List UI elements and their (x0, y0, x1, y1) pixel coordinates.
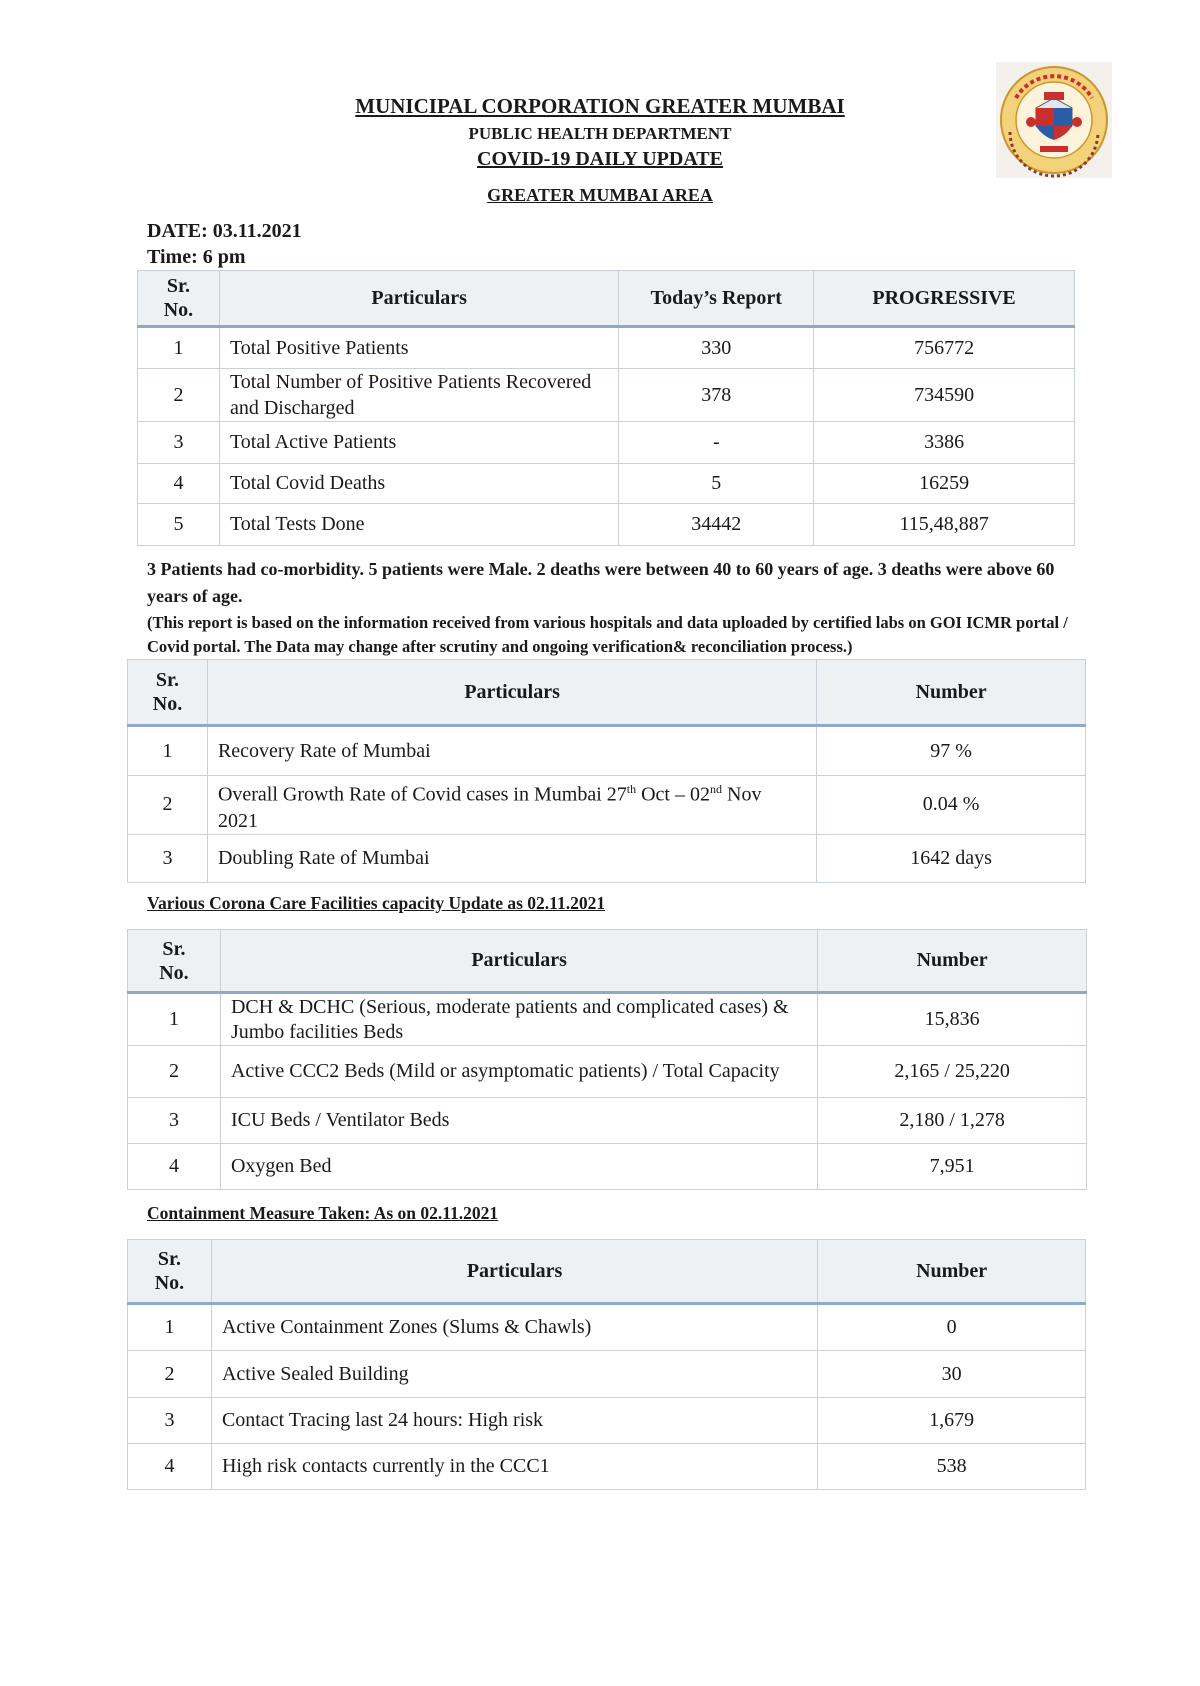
table-row (128, 1444, 1086, 1490)
sr-no: 2 (128, 776, 208, 835)
sr-no: 1 (128, 1304, 212, 1351)
table-row (128, 776, 1086, 835)
daily-summary-table (137, 270, 1075, 546)
table-row (138, 504, 1075, 546)
sr-no: 1 (128, 993, 221, 1046)
particular: DCH & DCHC (Serious, moderate patients and complicated cases) & Jumbo facilities Beds (220, 993, 817, 1046)
number-value: 2,180 / 1,278 (818, 1098, 1087, 1144)
sr-no: 5 (138, 504, 220, 546)
table-row (138, 464, 1075, 504)
particular: ICU Beds / Ventilator Beds (220, 1098, 817, 1144)
number-value: 97 % (817, 726, 1086, 776)
particulars-header: Particulars (211, 1240, 817, 1304)
particulars-header: Particulars (219, 271, 618, 327)
sr-no: 3 (128, 834, 208, 882)
table-header-row (128, 930, 1087, 993)
table-row (128, 1046, 1087, 1098)
sr-no: 4 (128, 1144, 221, 1190)
particular: Total Active Patients (219, 422, 618, 464)
number-value: 1642 days (817, 834, 1086, 882)
particular: Total Number of Positive Patients Recovered and Discharged (219, 369, 618, 422)
progressive-value: 16259 (814, 464, 1075, 504)
number-header: Number (817, 660, 1086, 726)
particular: Doubling Rate of Mumbai (207, 834, 816, 882)
today-value: 330 (619, 327, 814, 369)
report-date: DATE: 03.11.2021 (147, 220, 302, 242)
particular: Active Sealed Building (211, 1351, 817, 1398)
sr-no: 3 (128, 1098, 221, 1144)
sr-no: 3 (128, 1398, 212, 1444)
particular: Contact Tracing last 24 hours: High risk (211, 1398, 817, 1444)
particulars-header: Particulars (220, 930, 817, 993)
number-value: 30 (818, 1351, 1086, 1398)
disclaimer-note: (This report is based on the information received from various hospitals and data uploaded by certified labs on GOI ICMR portal / Covid portal. The Data may change after scrutiny and ongoing verification& reconciliation process.) (147, 613, 1068, 656)
sr-no-header: Sr. No. (128, 1240, 212, 1304)
todays-report-header: Today’s Report (619, 271, 814, 327)
particular: Overall Growth Rate of Covid cases in Mumbai 27th Oct – 02nd Nov 2021 (207, 776, 816, 835)
table-header-row (128, 660, 1086, 726)
deaths-note: 3 Patients had co-morbidity. 5 patients were Male. 2 deaths were between 40 to 60 years of age. 3 deaths were above 60 years of age. (147, 559, 1055, 606)
sr-no-header: Sr. No. (138, 271, 220, 327)
particular: High risk contacts currently in the CCC1 (211, 1444, 817, 1490)
progressive-value: 756772 (814, 327, 1075, 369)
area-title: GREATER MUMBAI AREA (487, 185, 713, 205)
sr-no: 3 (138, 422, 220, 464)
particular: Total Positive Patients (219, 327, 618, 369)
table-row (128, 1144, 1087, 1190)
today-value: 5 (619, 464, 814, 504)
sr-no: 1 (128, 726, 208, 776)
sr-no-header: Sr. No. (128, 660, 208, 726)
page-title: MUNICIPAL CORPORATION GREATER MUMBAI (355, 94, 845, 118)
number-value: 0 (818, 1304, 1086, 1351)
number-header: Number (818, 930, 1087, 993)
table-header-row (138, 271, 1075, 327)
table-row (138, 369, 1075, 422)
table-row (128, 1351, 1086, 1398)
report-time: Time: 6 pm (147, 246, 246, 268)
containment-section-title: Containment Measure Taken: As on 02.11.2021 (147, 1203, 499, 1223)
number-value: 538 (818, 1444, 1086, 1490)
rates-table (127, 659, 1086, 883)
table-row (128, 834, 1086, 882)
sr-no: 4 (128, 1444, 212, 1490)
number-value: 0.04 % (817, 776, 1086, 835)
table-row (128, 1398, 1086, 1444)
particular: Total Covid Deaths (219, 464, 618, 504)
progressive-header: PROGRESSIVE (814, 271, 1075, 327)
sr-no: 4 (138, 464, 220, 504)
table-row (128, 1304, 1086, 1351)
containment-table (127, 1239, 1086, 1490)
sr-no: 2 (128, 1046, 221, 1098)
sr-no-header: Sr. No. (128, 930, 221, 993)
department-name: PUBLIC HEALTH DEPARTMENT (468, 124, 732, 143)
sr-no: 2 (138, 369, 220, 422)
particular: Active CCC2 Beds (Mild or asymptomatic patients) / Total Capacity (220, 1046, 817, 1098)
table-header-row (128, 1240, 1086, 1304)
particular: Active Containment Zones (Slums & Chawls) (211, 1304, 817, 1351)
progressive-value: 3386 (814, 422, 1075, 464)
table-row (128, 993, 1087, 1046)
particular: Total Tests Done (219, 504, 618, 546)
number-header: Number (818, 1240, 1086, 1304)
bmc-emblem-logo (996, 62, 1112, 178)
facilities-section-title: Various Corona Care Facilities capacity Update as 02.11.2021 (147, 893, 606, 913)
report-title: COVID-19 DAILY UPDATE (477, 148, 723, 170)
today-value: 378 (619, 369, 814, 422)
table-row (138, 422, 1075, 464)
number-value: 2,165 / 25,220 (818, 1046, 1087, 1098)
today-value: 34442 (619, 504, 814, 546)
progressive-value: 115,48,887 (814, 504, 1075, 546)
sr-no: 2 (128, 1351, 212, 1398)
particular: Oxygen Bed (220, 1144, 817, 1190)
particular: Recovery Rate of Mumbai (207, 726, 816, 776)
particulars-header: Particulars (207, 660, 816, 726)
today-value: - (619, 422, 814, 464)
table-row (128, 1098, 1087, 1144)
table-row (128, 726, 1086, 776)
table-row (138, 327, 1075, 369)
sr-no: 1 (138, 327, 220, 369)
facilities-table (127, 929, 1087, 1190)
number-value: 15,836 (818, 993, 1087, 1046)
progressive-value: 734590 (814, 369, 1075, 422)
number-value: 7,951 (818, 1144, 1087, 1190)
number-value: 1,679 (818, 1398, 1086, 1444)
